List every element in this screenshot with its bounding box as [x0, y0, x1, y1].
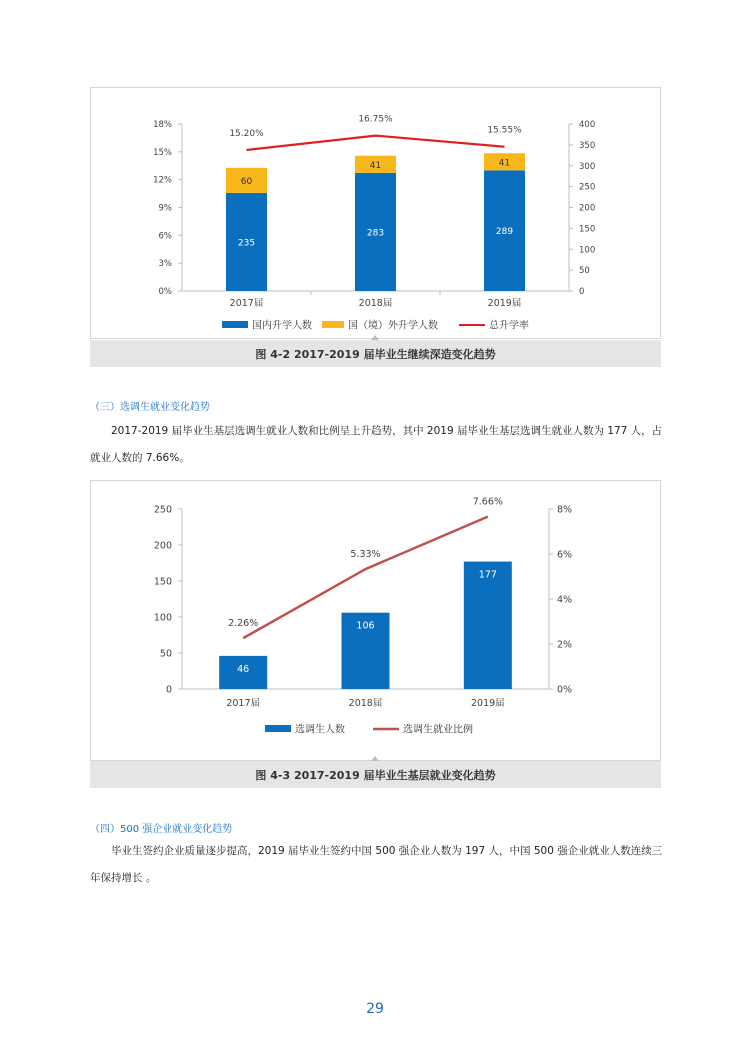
- bar-value-label: 283: [366, 228, 385, 239]
- y-right-tick-label: 8%: [557, 504, 573, 516]
- y-left-tick-label: 6%: [158, 231, 172, 242]
- section-4-heading: （四）500 强企业就业变化趋势: [90, 824, 233, 835]
- y-left-tick-label: 150: [153, 576, 172, 588]
- legend-swatch-overseas: [322, 321, 344, 328]
- legend-label: 选调生人数: [295, 724, 345, 736]
- bar-value-label: 46: [237, 663, 250, 675]
- y-right-tick-label: 250: [579, 182, 596, 193]
- figure-4-2-frame: [90, 87, 661, 339]
- y-left-tick-label: 12%: [153, 175, 172, 186]
- page-number: 29: [366, 1001, 384, 1017]
- legend-label: 总升学率: [489, 320, 529, 332]
- line-value-label: 15.55%: [487, 125, 522, 136]
- section-3-heading: （三）选调生就业变化趋势: [90, 402, 210, 413]
- x-tick-label: 2017届: [229, 298, 264, 309]
- section-4-paragraph: [90, 838, 670, 892]
- bar-value-label: 41: [498, 158, 511, 169]
- line-value-label: 7.66%: [472, 496, 503, 508]
- line-value-label: 16.75%: [358, 114, 393, 125]
- y-left-tick-label: 100: [153, 612, 172, 624]
- y-right-tick-label: 400: [579, 120, 596, 130]
- y-left-tick-label: 0%: [158, 287, 172, 297]
- figure-4-3-chart: [91, 481, 660, 760]
- y-right-tick-label: 200: [579, 203, 596, 214]
- y-left-tick-label: 200: [153, 540, 172, 552]
- bar-value-label: 289: [495, 227, 514, 238]
- y-right-tick-label: 300: [579, 161, 596, 172]
- y-right-tick-label: 2%: [557, 639, 573, 651]
- x-tick-label: 2017届: [226, 698, 261, 709]
- figure-4-2-caption: 图 4-2 2017-2019 届毕业生继续深造变化趋势: [90, 340, 661, 367]
- y-left-tick-label: 250: [153, 504, 172, 516]
- bar-value-label: 177: [478, 569, 497, 581]
- line-value-label: 2.26%: [228, 618, 259, 630]
- line-value-label: 5.33%: [350, 549, 381, 561]
- bar-value-label: 106: [356, 620, 375, 632]
- bar-value-label: 41: [369, 160, 382, 171]
- figure-4-3-caption: 图 4-3 2017-2019 届毕业生基层就业变化趋势: [90, 761, 661, 788]
- legend-label: 选调生就业比例: [403, 724, 473, 736]
- y-right-tick-label: 50: [579, 266, 590, 277]
- legend-label: 国内升学人数: [252, 320, 312, 332]
- legend-swatch-domestic: [222, 321, 248, 328]
- section-3-line-2: 就业人数的 7.66%。: [90, 452, 190, 464]
- legend-label: 国（境）外升学人数: [348, 320, 438, 332]
- figure-4-2-chart: [91, 88, 660, 338]
- bar-value-label: 235: [237, 238, 256, 249]
- y-right-tick-label: 6%: [557, 549, 573, 561]
- y-left-tick-label: 18%: [153, 120, 172, 130]
- y-left-tick-label: 15%: [153, 147, 172, 158]
- section-4-line-1: 毕业生签约企业质量逐步提高，2019 届毕业生签约中国 500 强企业人数为 197 人，中国 500 强企业就业人数连续三: [111, 845, 663, 857]
- x-tick-label: 2018届: [358, 298, 393, 309]
- y-left-tick-label: 3%: [158, 259, 172, 270]
- y-left-tick-label: 50: [159, 648, 172, 660]
- y-right-tick-label: 0: [579, 287, 585, 297]
- bar: [464, 562, 512, 689]
- legend-swatch-bar: [265, 725, 291, 732]
- y-left-tick-label: 9%: [158, 203, 172, 214]
- y-right-tick-label: 100: [579, 245, 596, 256]
- x-tick-label: 2018届: [348, 698, 383, 709]
- line-value-label: 15.20%: [229, 128, 264, 139]
- y-left-tick-label: 0: [165, 684, 172, 696]
- total-rate-line: [247, 136, 505, 150]
- section-3-line-1: 2017-2019 届毕业生基层选调生就业人数和比例呈上升趋势，其中 2019 届毕业生基层选调生就业人数为 177 人，占: [111, 425, 663, 437]
- x-tick-label: 2019届: [487, 298, 522, 309]
- section-3-paragraph: [90, 418, 670, 472]
- y-right-tick-label: 0%: [557, 684, 573, 696]
- y-right-tick-label: 350: [579, 140, 596, 151]
- section-4-line-2: 年保持增长 。: [90, 872, 157, 884]
- y-right-tick-label: 4%: [557, 594, 573, 606]
- y-right-tick-label: 150: [579, 224, 596, 235]
- figure-4-3-frame: [90, 480, 661, 761]
- x-tick-label: 2019届: [470, 698, 505, 709]
- bar-value-label: 60: [240, 176, 253, 187]
